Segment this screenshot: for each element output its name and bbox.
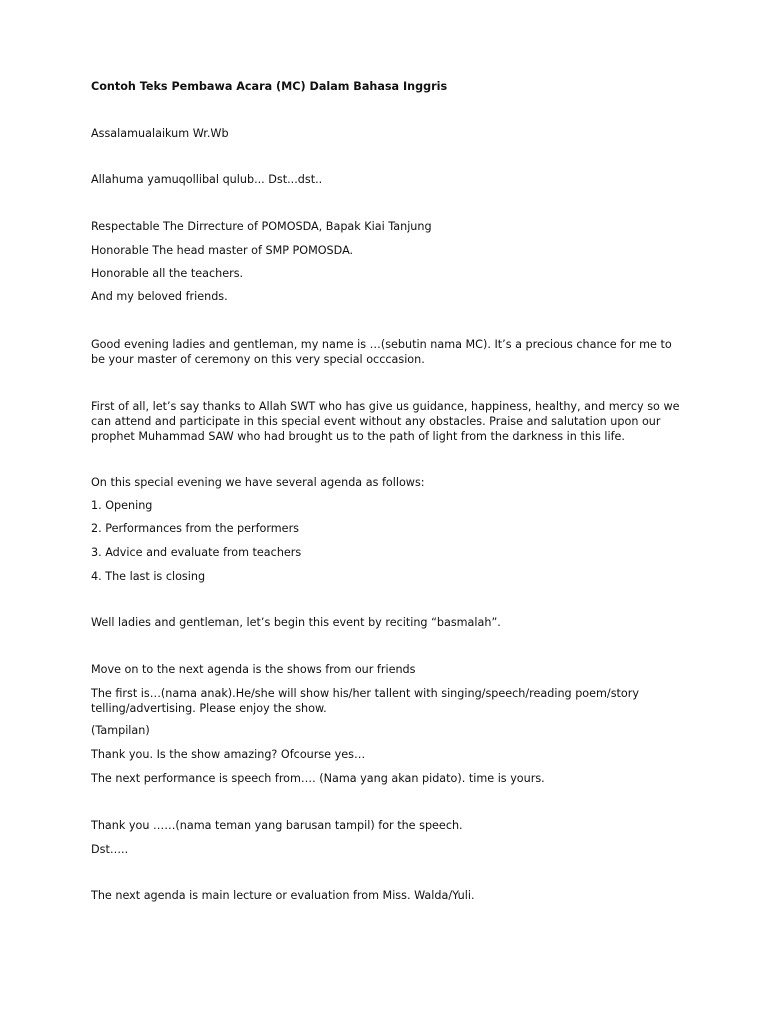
agenda-item: 1. Opening — [91, 499, 153, 512]
amazing-line: Thank you. Is the show amazing? Ofcourse yes… — [91, 748, 366, 761]
dst-line: Dst….. — [91, 843, 129, 856]
document-title: Contoh Teks Pembawa Acara (MC) Dalam Bahasa Inggris — [91, 80, 448, 93]
first-show-paragraph: The first is…(nama anak).He/she will show his/her tallent with singing/speech/reading poem/story telling/advertising. Please enjoy the show. — [91, 687, 639, 715]
tampilan-line: (Tampilan) — [91, 724, 150, 737]
respect-line: Honorable all the teachers. — [91, 267, 244, 280]
begin-line: Well ladies and gentleman, let’s begin this event by reciting “basmalah”. — [91, 616, 501, 629]
respect-line: And my beloved friends. — [91, 290, 228, 303]
opening-prayer: Allahuma yamuqollibal qulub... Dst...dst.. — [91, 173, 323, 186]
respect-line: Respectable The Dirrecture of POMOSDA, Bapak Kiai Tanjung — [91, 220, 432, 233]
next-performance-line: The next performance is speech from…. (Nama yang akan pidato). time is yours. — [91, 772, 545, 785]
thanks-paragraph: First of all, let’s say thanks to Allah SWT who has give us guidance, happiness, healthy, and mercy so we can attend and participate in this special event without any obstacles. Praise and salutation upon our prophet Muhammad SAW who had brought us to the path of light from the darkness in this life. — [91, 400, 680, 443]
thank-speech-line: Thank you ……(nama teman yang barusan tampil) for the speech. — [91, 819, 463, 832]
intro-paragraph: Good evening ladies and gentleman, my name is …(sebutin nama MC). It’s a precious chance for me to be your master of ceremony on this very special occcasion. — [91, 338, 672, 366]
greeting: Assalamualaikum Wr.Wb — [91, 127, 229, 140]
agenda-item: 2. Performances from the performers — [91, 522, 299, 535]
agenda-item: 3. Advice and evaluate from teachers — [91, 546, 302, 559]
agenda-intro: On this special evening we have several agenda as follows: — [91, 476, 425, 489]
agenda-item: 4. The last is closing — [91, 570, 206, 583]
move-on-line: Move on to the next agenda is the shows from our friends — [91, 663, 416, 676]
next-agenda-line: The next agenda is main lecture or evaluation from Miss. Walda/Yuli. — [91, 889, 475, 902]
respect-line: Honorable The head master of SMP POMOSDA. — [91, 244, 354, 257]
